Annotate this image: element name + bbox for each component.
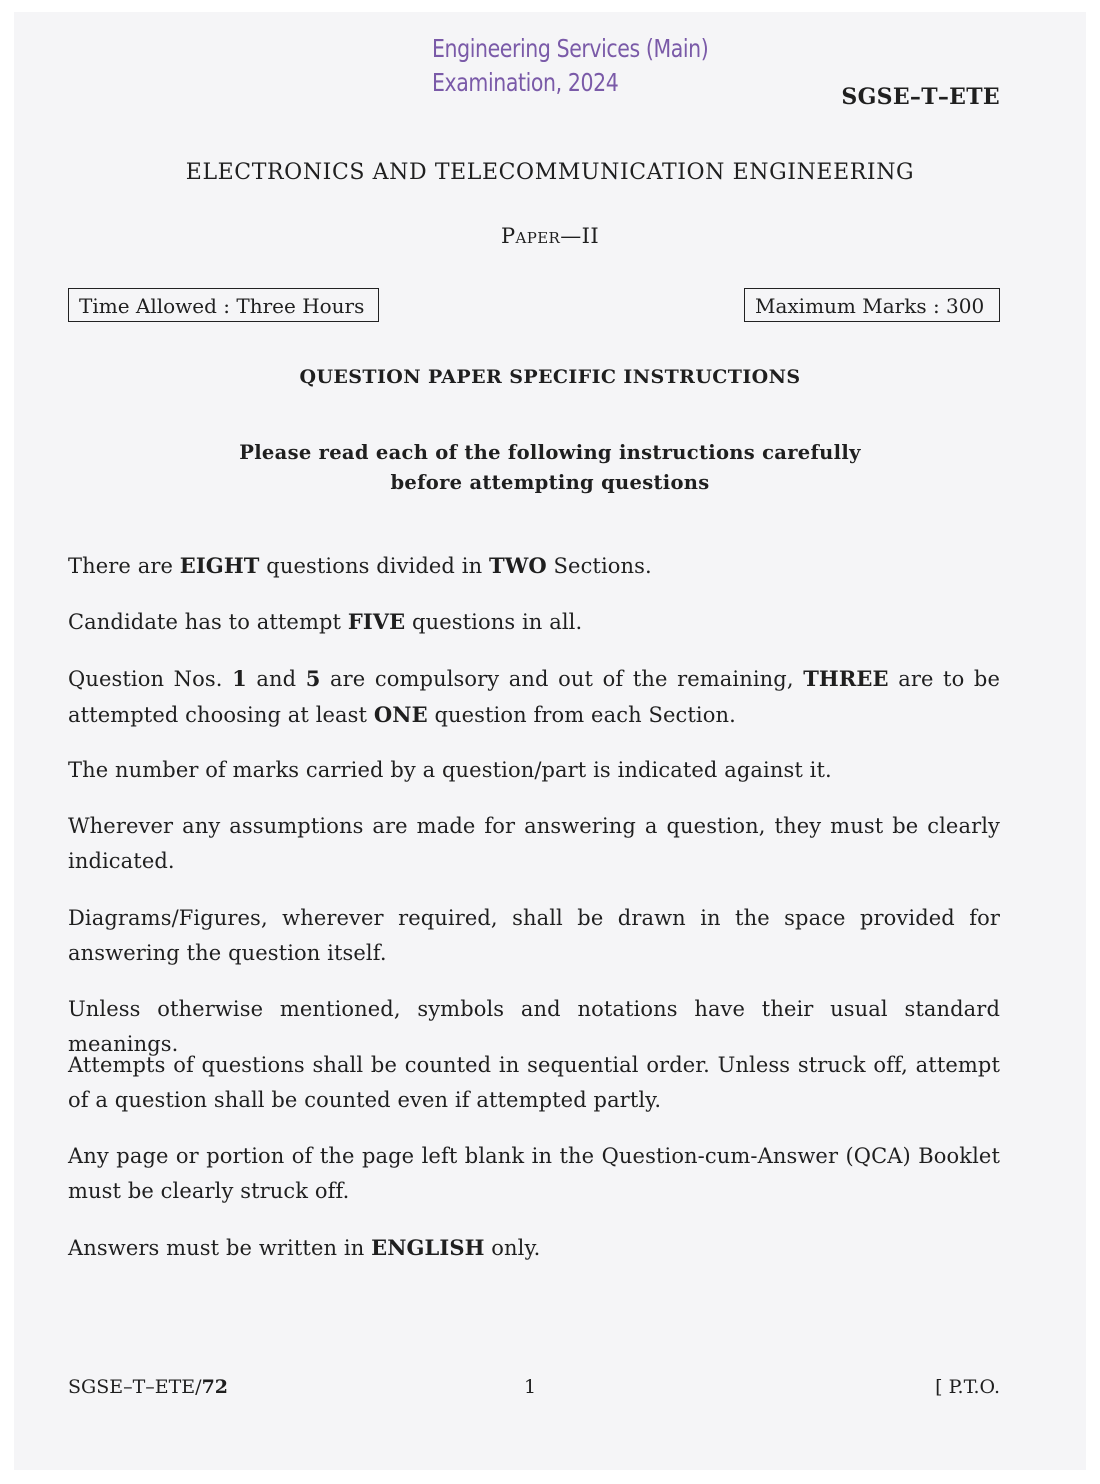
instruction-assumptions: Wherever any assumptions are made for answering a question, they must be clearly indicated. xyxy=(68,814,1000,873)
text-fragment: only. xyxy=(484,1236,541,1260)
stamp-line-1: Engineering Services (Main) xyxy=(432,34,709,63)
text-fragment: Question Nos. xyxy=(68,667,233,691)
instruction-diagrams: Diagrams/Figures, wherever required, shall be drawn in the space provided for answering the question itself. xyxy=(68,906,1000,965)
footer-paper-code xyxy=(68,1376,228,1398)
bold-fragment: ONE xyxy=(373,702,428,727)
read-carefully-note xyxy=(14,438,1086,498)
text-fragment: and xyxy=(246,667,306,691)
paper-title: Paper—II xyxy=(500,224,600,248)
bold-fragment: THREE xyxy=(803,666,889,691)
pto-note: [ P.T.O. xyxy=(935,1376,1000,1398)
text-fragment: are to be attempted choosing at least xyxy=(68,667,1000,727)
text-fragment: Candidate has to attempt xyxy=(68,610,348,634)
page-number: 1 xyxy=(524,1376,537,1398)
text-fragment: questions divided in xyxy=(259,554,489,578)
paper-code: SGSE–T–ETE xyxy=(841,84,1000,110)
maximum-marks-box: Maximum Marks : 300 xyxy=(744,288,1000,322)
instruction-sequential: Attempts of questions shall be counted in sequential order. Unless struck off, attempt of a question shall be counted even if attempted partly. xyxy=(68,1053,1000,1112)
text-fragment: question from each Section. xyxy=(427,703,736,727)
read-carefully-line-1: Please read each of the following instructions carefully xyxy=(239,441,861,464)
bold-fragment: TWO xyxy=(488,553,547,578)
bold-fragment: EIGHT xyxy=(179,553,260,578)
instruction-language xyxy=(68,1230,1000,1266)
bold-fragment: ENGLISH xyxy=(371,1235,485,1260)
text-fragment: Sections. xyxy=(546,554,652,578)
footer-code-number: 72 xyxy=(201,1376,229,1398)
instructions-heading: QUESTION PAPER SPECIFIC INSTRUCTIONS xyxy=(299,366,801,388)
footer-code-prefix: SGSE–T–ETE/ xyxy=(68,1376,202,1398)
bold-fragment: FIVE xyxy=(347,609,406,634)
instruction-attempt-count xyxy=(68,604,1000,640)
subject-title: ELECTRONICS AND TELECOMMUNICATION ENGINEERING xyxy=(185,160,915,185)
text-fragment: are compulsory and out of the remaining, xyxy=(320,667,804,691)
read-carefully-line-2: before attempting questions xyxy=(390,471,710,494)
text-fragment: There are xyxy=(68,554,180,578)
exam-stamp xyxy=(432,32,708,100)
text-fragment: questions in all. xyxy=(405,610,583,634)
instruction-compulsory xyxy=(68,661,1000,733)
instruction-blank-pages: Any page or portion of the page left blank in the Question-cum-Answer (QCA) Booklet must be clearly struck off. xyxy=(68,1144,1000,1203)
bold-fragment: 1 xyxy=(232,666,247,691)
instruction-marks: The number of marks carried by a question/part is indicated against it. xyxy=(68,758,832,782)
bold-fragment: 5 xyxy=(305,666,321,691)
instruction-symbols: Unless otherwise mentioned, symbols and notations have their usual standard meanings. xyxy=(68,997,1000,1056)
stamp-line-2: Examination, 2024 xyxy=(432,68,619,97)
time-allowed-box: Time Allowed : Three Hours xyxy=(68,288,379,322)
text-fragment: Answers must be written in xyxy=(68,1236,372,1260)
instruction-sections xyxy=(68,548,1000,584)
